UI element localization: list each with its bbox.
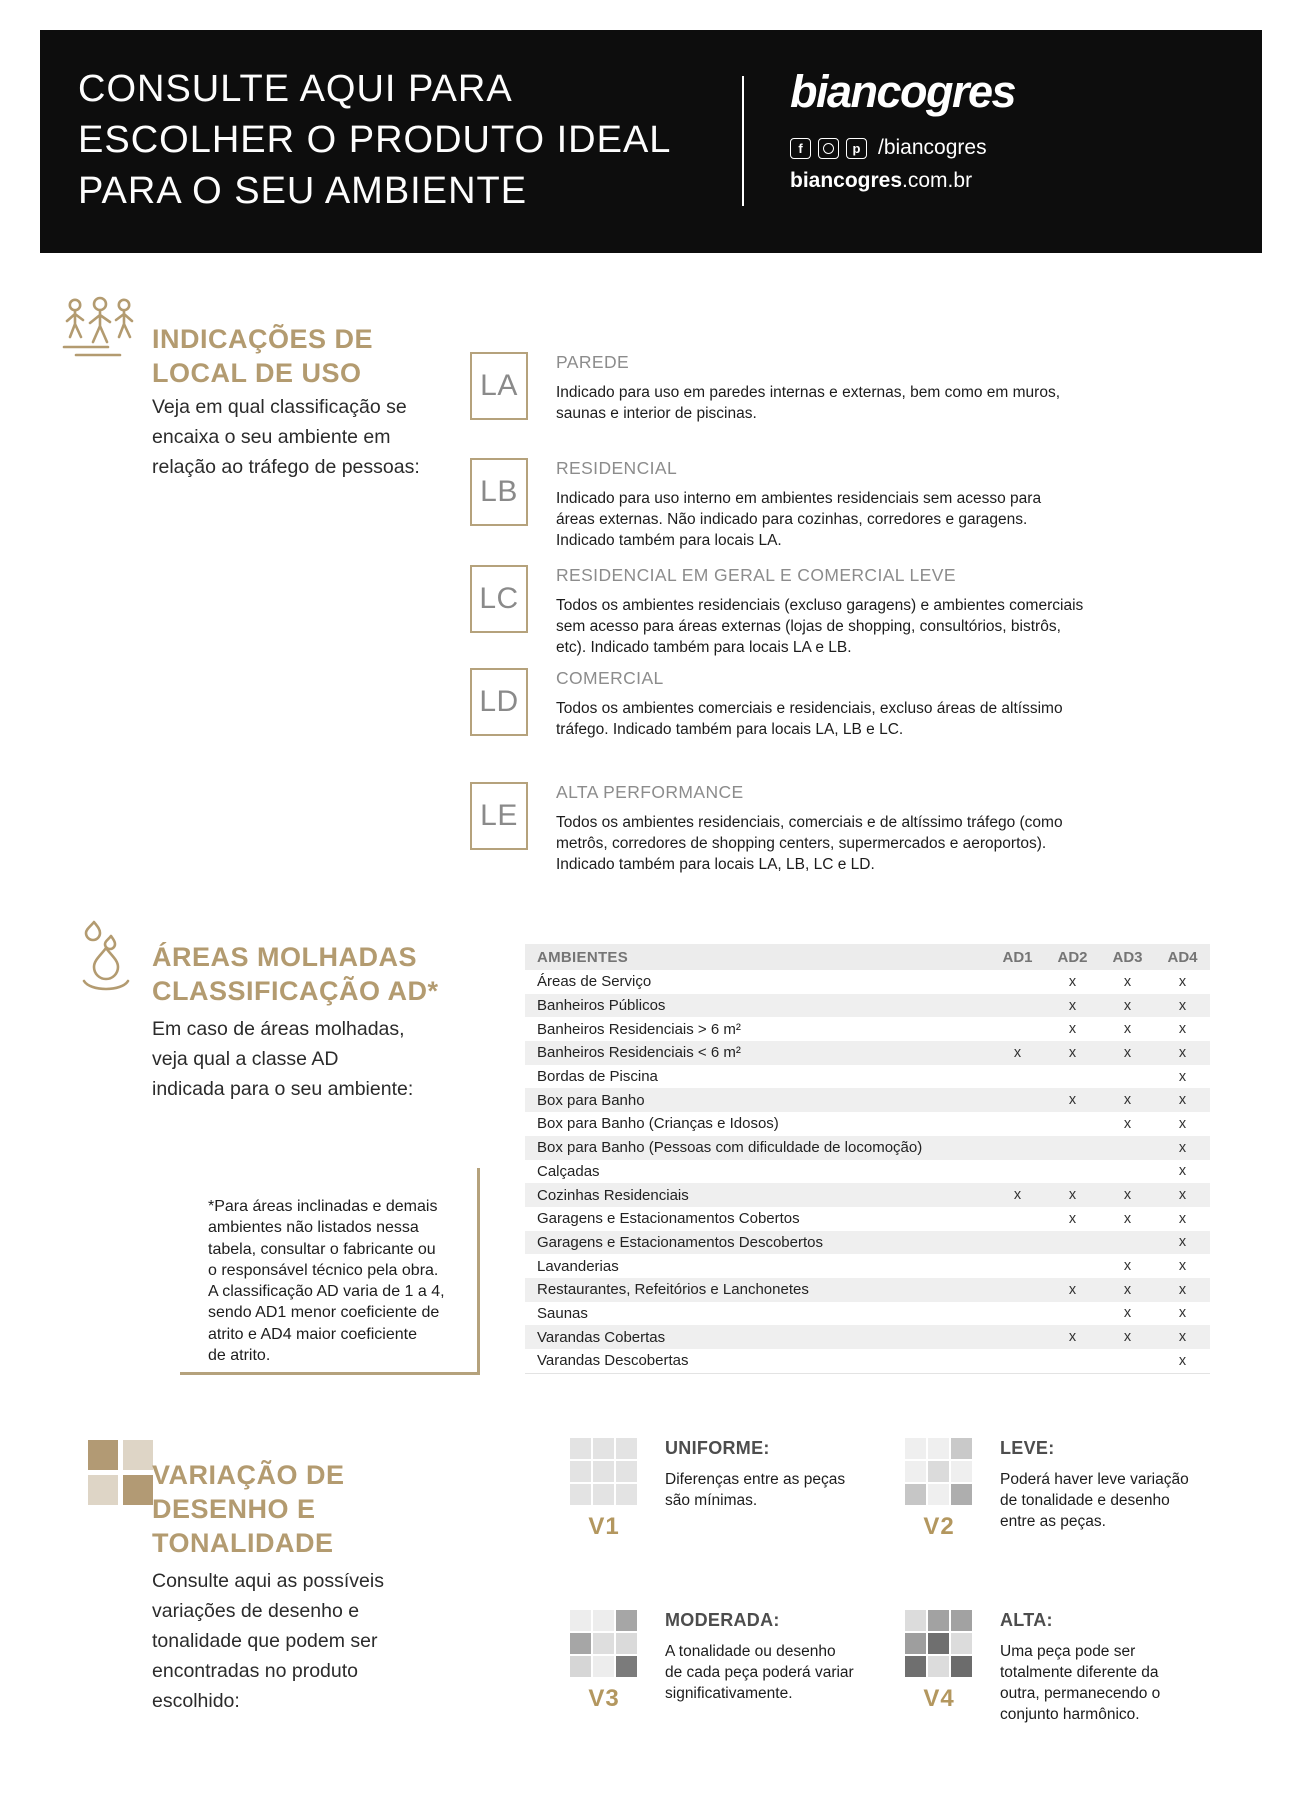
ad3-mark: x — [1123, 1281, 1132, 1298]
table-row — [525, 970, 1210, 994]
header-divider — [742, 76, 744, 206]
ad4-mark: x — [1178, 1044, 1187, 1061]
ad3-mark: x — [1123, 1329, 1132, 1346]
class-title: PAREDE — [556, 352, 630, 372]
website-rest: .com.br — [902, 169, 973, 192]
page-title — [78, 64, 671, 217]
footnote-box — [180, 1168, 480, 1375]
class-text — [556, 352, 1084, 424]
class-code-box — [470, 668, 528, 736]
section-intro-molhadas — [152, 1014, 413, 1104]
footnote-line: sendo AD1 menor coeficiente de — [208, 1304, 440, 1322]
column-header-ad4: AD4 — [1167, 948, 1198, 966]
class-text — [556, 782, 1084, 875]
ad4-mark: x — [1178, 1115, 1187, 1132]
class-description: Todos os ambientes residenciais (excluso garagens) e ambientes comerciais sem acesso para áreas externas (lojas de shopping, consultórios, bistrôs, etc). Indicado também para locais LA e LB. — [556, 597, 1084, 656]
class-description: Indicado para uso em paredes internas e externas, bem como em muros, saunas e interior de piscinas. — [556, 384, 1061, 422]
class-code-box — [470, 782, 528, 850]
ambiente-name: Garagens e Estacionamentos Cobertos — [537, 1210, 800, 1228]
intro-line: relação ao tráfego de pessoas: — [152, 455, 420, 478]
usage-class-item — [470, 352, 1084, 424]
variation-swatch-column — [570, 1438, 638, 1610]
ad3-mark: x — [1123, 1305, 1132, 1322]
section-title-variacao — [152, 1458, 345, 1560]
page-title-line: PARA O SEU AMBIENTE — [78, 170, 528, 212]
ambiente-name: Box para Banho — [537, 1091, 645, 1109]
variation-text — [665, 1610, 857, 1782]
table-row — [525, 1231, 1210, 1255]
table-row — [525, 1302, 1210, 1326]
variation-description: A tonalidade ou desenho de cada peça poderá variar significativamente. — [665, 1643, 854, 1702]
facebook-icon[interactable] — [790, 138, 811, 159]
ad3-mark: x — [1123, 997, 1132, 1014]
ambiente-name: Cozinhas Residenciais — [537, 1186, 689, 1204]
footnote-line: A classificação AD varia de 1 a 4, — [208, 1283, 445, 1301]
class-text — [556, 668, 1084, 740]
class-code-box — [470, 352, 528, 420]
column-header-ad1: AD1 — [1002, 948, 1033, 966]
ambiente-name: Saunas — [537, 1304, 588, 1322]
ad4-mark: x — [1178, 1092, 1187, 1109]
class-title: COMERCIAL — [556, 668, 664, 688]
class-description: Todos os ambientes comerciais e residenciais, excluso áreas de altíssimo tráfego. Indicado também para locais LA, LB e LC. — [556, 700, 1063, 738]
usage-class-item — [470, 782, 1084, 875]
social-row — [790, 136, 1015, 160]
footnote-line: tabela, consultar o fabricante ou — [208, 1240, 436, 1258]
section-intro-variacao — [152, 1566, 384, 1716]
ad2-mark: x — [1068, 1210, 1077, 1227]
intro-line: indicada para o seu ambiente: — [152, 1077, 414, 1100]
section-title-line: INDICAÇÕES DE — [152, 324, 374, 355]
ambiente-name: Calçadas — [537, 1162, 600, 1180]
footnote-line: de atrito. — [208, 1347, 271, 1365]
ad2-mark: x — [1068, 1187, 1077, 1204]
ambiente-name: Garagens e Estacionamentos Descobertos — [537, 1233, 823, 1251]
ad3-mark: x — [1123, 1258, 1132, 1275]
variation-grid — [570, 1438, 1240, 1782]
ad2-mark: x — [1068, 1329, 1077, 1346]
class-code: LE — [480, 799, 518, 832]
column-header-ambientes: AMBIENTES — [537, 948, 629, 966]
intro-line: encontradas no produto — [152, 1659, 358, 1682]
table-row — [525, 1017, 1210, 1041]
class-code: LA — [480, 369, 518, 402]
water-drops-icon — [80, 918, 144, 996]
intro-line: veja qual a classe AD — [152, 1047, 339, 1070]
intro-line: escolhido: — [152, 1689, 240, 1712]
page-title-line: CONSULTE AQUI PARA — [78, 68, 513, 110]
usage-class-list — [470, 350, 1100, 910]
people-walking-icon — [62, 296, 140, 360]
variation-description: Poderá haver leve variação de tonalidade e desenho entre as peças. — [1000, 1471, 1189, 1530]
section-title-line: ÁREAS MOLHADAS — [152, 942, 418, 973]
class-code: LD — [479, 685, 519, 718]
footnote-line: o responsável técnico pela obra. — [208, 1261, 439, 1279]
table-row — [525, 994, 1210, 1018]
ambiente-name: Restaurantes, Refeitórios e Lanchonetes — [537, 1281, 809, 1299]
tiles-grid-icon — [88, 1440, 153, 1505]
variation-swatch-column — [905, 1438, 973, 1610]
variation-code: V2 — [923, 1513, 955, 1540]
ad4-mark: x — [1178, 1139, 1187, 1156]
ad4-mark: x — [1178, 997, 1187, 1014]
ad4-mark: x — [1178, 973, 1187, 990]
variation-item — [570, 1610, 905, 1782]
ad4-mark: x — [1178, 1258, 1187, 1275]
table-row — [525, 1254, 1210, 1278]
usage-class-item — [470, 668, 1084, 740]
ad4-mark: x — [1178, 1305, 1187, 1322]
variation-item — [570, 1438, 905, 1610]
column-header-ad3: AD3 — [1112, 948, 1143, 966]
variation-text — [1000, 1438, 1192, 1610]
ad4-mark: x — [1178, 1329, 1187, 1346]
ad3-mark: x — [1123, 1115, 1132, 1132]
ad1-mark: x — [1013, 1187, 1022, 1204]
table-row — [525, 1325, 1210, 1349]
table-body — [525, 970, 1210, 1374]
ad3-mark: x — [1123, 1021, 1132, 1038]
table-header-row — [525, 944, 1210, 970]
ambiente-name: Lavanderias — [537, 1257, 619, 1275]
table-row — [525, 1207, 1210, 1231]
variation-text — [665, 1438, 857, 1610]
table-row — [525, 1349, 1210, 1373]
tile-swatch-icon — [905, 1610, 973, 1677]
ad2-mark: x — [1068, 1021, 1077, 1038]
ad3-mark: x — [1123, 1210, 1132, 1227]
ad2-mark: x — [1068, 1092, 1077, 1109]
ad3-mark: x — [1123, 1092, 1132, 1109]
ad4-mark: x — [1178, 1210, 1187, 1227]
ambiente-name: Banheiros Residenciais > 6 m² — [537, 1020, 741, 1038]
ambiente-name: Box para Banho (Crianças e Idosos) — [537, 1115, 779, 1133]
variation-description: Diferenças entre as peças são mínimas. — [665, 1471, 846, 1509]
footnote-line: atrito e AD4 maior coeficiente — [208, 1325, 417, 1343]
tile-swatch-icon — [570, 1438, 638, 1505]
usage-class-item — [470, 458, 1084, 551]
section-title-line: LOCAL DE USO — [152, 358, 362, 389]
class-title: RESIDENCIAL — [556, 458, 678, 478]
ad2-mark: x — [1068, 1281, 1077, 1298]
footnote-line: ambientes não listados nessa — [208, 1219, 419, 1237]
intro-line: encaixa o seu ambiente em — [152, 425, 391, 448]
header-banner — [40, 30, 1262, 253]
variation-title: ALTA: — [1000, 1610, 1053, 1630]
website-bold: biancogres — [790, 169, 903, 192]
ad2-mark: x — [1068, 973, 1077, 990]
class-code: LB — [480, 475, 518, 508]
ambiente-name: Varandas Cobertas — [537, 1328, 666, 1346]
ad2-mark: x — [1068, 1044, 1077, 1061]
intro-line: variações de desenho e — [152, 1599, 360, 1622]
intro-line: Veja em qual classificação se — [152, 395, 407, 418]
table-row — [525, 1088, 1210, 1112]
ad4-mark: x — [1178, 1021, 1187, 1038]
variation-swatch-column — [905, 1610, 973, 1782]
ad1-mark: x — [1013, 1044, 1022, 1061]
ad2-mark: x — [1068, 997, 1077, 1014]
footnote-line: *Para áreas inclinadas e demais — [208, 1198, 438, 1215]
usage-class-item — [470, 565, 1084, 658]
ad4-mark: x — [1178, 1068, 1187, 1085]
tile-swatch-icon — [570, 1610, 638, 1677]
ad4-mark: x — [1178, 1163, 1187, 1180]
ambiente-name: Box para Banho (Pessoas com dificuldade de locomoção) — [537, 1139, 923, 1157]
ad3-mark: x — [1123, 1044, 1132, 1061]
class-title: RESIDENCIAL EM GERAL E COMERCIAL LEVE — [556, 565, 956, 585]
section-title-line: TONALIDADE — [152, 1528, 334, 1559]
ambiente-name: Varandas Descobertas — [537, 1352, 689, 1370]
table-row — [525, 1278, 1210, 1302]
brand-logo: biancogres — [790, 66, 1016, 117]
variation-description: Uma peça pode ser totalmente diferente da outra, permanecendo o conjunto harmônico. — [1000, 1643, 1161, 1723]
variation-code: V3 — [588, 1685, 620, 1712]
ad4-mark: x — [1178, 1352, 1187, 1369]
ad-classification-table — [525, 944, 1210, 1374]
variation-item — [905, 1610, 1235, 1782]
class-description: Indicado para uso interno em ambientes residenciais sem acesso para áreas externas. Não indicado para cozinhas, corredores e garagens. Indicado também para locais LA. — [556, 490, 1042, 549]
pinterest-icon[interactable] — [846, 138, 867, 159]
ad3-mark: x — [1123, 1187, 1132, 1204]
class-code-box — [470, 458, 528, 526]
section-title-line: CLASSIFICAÇÃO AD* — [152, 976, 439, 1007]
variation-item — [905, 1438, 1235, 1610]
header-brand-block — [790, 68, 1015, 193]
table-row — [525, 1112, 1210, 1136]
ad4-mark: x — [1178, 1187, 1187, 1204]
variation-code: V1 — [588, 1513, 620, 1540]
variation-title: UNIFORME: — [665, 1438, 770, 1458]
variation-text — [1000, 1610, 1192, 1782]
page-title-line: ESCOLHER O PRODUTO IDEAL — [78, 119, 672, 161]
class-text — [556, 458, 1084, 551]
class-code-box — [470, 565, 528, 633]
ambiente-name: Áreas de Serviço — [537, 973, 652, 991]
tile-swatch-icon — [905, 1438, 973, 1505]
ambiente-name: Banheiros Públicos — [537, 997, 666, 1015]
class-code: LC — [479, 582, 519, 615]
table-row — [525, 1160, 1210, 1184]
ambiente-name: Banheiros Residenciais < 6 m² — [537, 1044, 741, 1062]
section-intro-local — [152, 392, 420, 482]
ad3-mark: x — [1123, 973, 1132, 990]
website-link[interactable] — [790, 169, 1015, 193]
section-title-line: DESENHO E — [152, 1494, 316, 1525]
ad4-mark: x — [1178, 1281, 1187, 1298]
intro-line: Em caso de áreas molhadas, — [152, 1017, 405, 1040]
variation-title: LEVE: — [1000, 1438, 1055, 1458]
table-row — [525, 1041, 1210, 1065]
social-handle[interactable]: /biancogres — [878, 136, 987, 159]
table-row — [525, 1183, 1210, 1207]
class-description: Todos os ambientes residenciais, comerciais e de altíssimo tráfego (como metrôs, corredores de shopping centers, supermercados e aeroportos). Indicado também para locais LA, LB, LC e LD. — [556, 814, 1063, 873]
intro-line: tonalidade que podem ser — [152, 1629, 378, 1652]
section-title-line: VARIAÇÃO DE — [152, 1460, 345, 1491]
ambiente-name: Bordas de Piscina — [537, 1068, 658, 1086]
variation-swatch-column — [570, 1610, 638, 1782]
section-title-areas-molhadas — [152, 940, 439, 1008]
section-title-local-de-uso — [152, 322, 373, 390]
class-text — [556, 565, 1084, 658]
intro-line: Consulte aqui as possíveis — [152, 1569, 384, 1592]
instagram-icon[interactable] — [818, 138, 839, 159]
table-row — [525, 1065, 1210, 1089]
class-title: ALTA PERFORMANCE — [556, 782, 744, 802]
variation-code: V4 — [923, 1685, 955, 1712]
ad4-mark: x — [1178, 1234, 1187, 1251]
variation-title: MODERADA: — [665, 1610, 780, 1630]
column-header-ad2: AD2 — [1057, 948, 1088, 966]
table-row — [525, 1136, 1210, 1160]
